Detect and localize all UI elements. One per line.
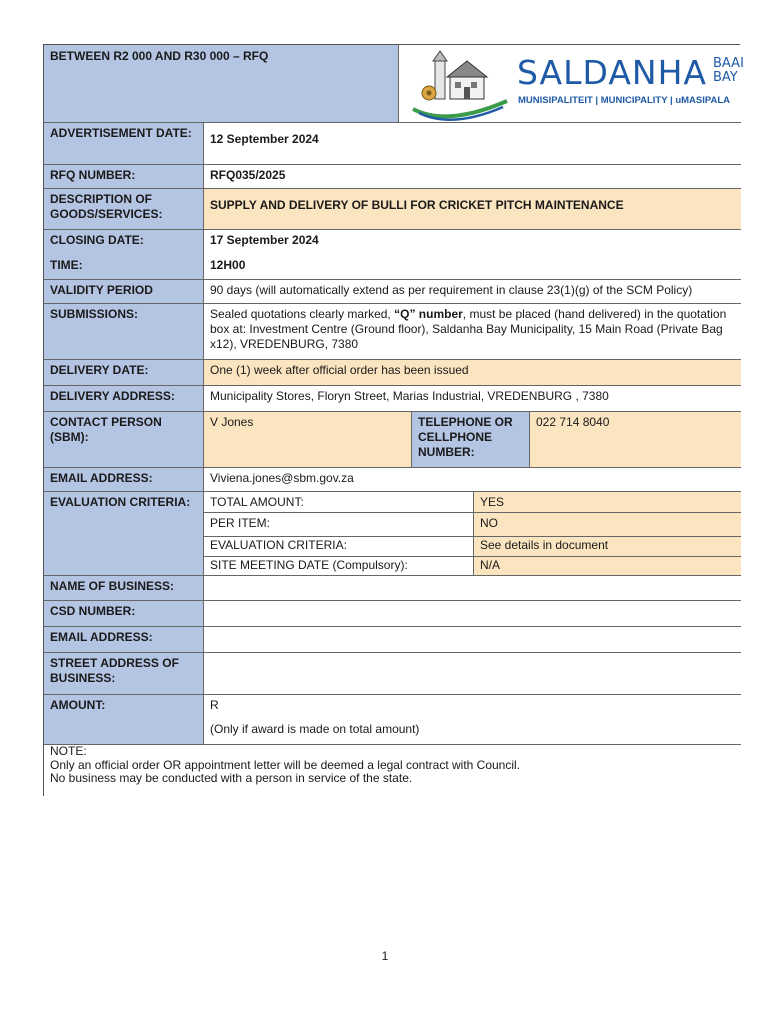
evaluation-criteria-row-value: See details in document bbox=[474, 537, 741, 557]
validity-period-label: VALIDITY PERIOD bbox=[44, 280, 204, 304]
street-address-field[interactable] bbox=[204, 653, 741, 695]
telephone-value: 022 714 8040 bbox=[530, 412, 741, 468]
submissions-label: SUBMISSIONS: bbox=[44, 304, 204, 360]
note-line-2: No business may be conducted with a person in service of the state. bbox=[50, 771, 413, 785]
amount-field[interactable] bbox=[204, 695, 741, 745]
note-section bbox=[44, 745, 741, 797]
amount-label: AMOUNT: bbox=[44, 695, 204, 745]
time-label: TIME: bbox=[44, 255, 204, 280]
municipality-logo bbox=[407, 49, 744, 121]
street-address-label: STREET ADDRESS OF BUSINESS: bbox=[44, 653, 204, 695]
telephone-label: TELEPHONE OR CELLPHONE NUMBER: bbox=[412, 412, 530, 468]
per-item-label: PER ITEM: bbox=[204, 513, 474, 537]
email-value: Viviena.jones@sbm.gov.za bbox=[204, 468, 741, 492]
total-amount-label: TOTAL AMOUNT: bbox=[204, 492, 474, 513]
csd-number-field[interactable] bbox=[204, 601, 741, 627]
csd-number-label: CSD NUMBER: bbox=[44, 601, 204, 627]
validity-period-value: 90 days (will automatically extend as per requirement in clause 23(1)(g) of the SCM Policy) bbox=[204, 280, 741, 304]
evaluation-criteria-row-label: EVALUATION CRITERIA: bbox=[204, 537, 474, 557]
total-amount-value: YES bbox=[474, 492, 741, 513]
logo-wordmark: SALDANHA bbox=[517, 53, 707, 92]
delivery-date-label: DELIVERY DATE: bbox=[44, 360, 204, 386]
evaluation-criteria-label: EVALUATION CRITERIA: bbox=[44, 492, 204, 576]
per-item-value: NO bbox=[474, 513, 741, 537]
municipality-emblem-icon bbox=[407, 49, 517, 121]
page-number: 1 bbox=[381, 949, 389, 963]
site-meeting-value: N/A bbox=[474, 557, 741, 576]
contact-person-label: CONTACT PERSON (SBM): bbox=[44, 412, 204, 468]
email-label: EMAIL ADDRESS: bbox=[44, 468, 204, 492]
rfq-form bbox=[43, 44, 744, 796]
advertisement-date-value: 12 September 2024 bbox=[204, 123, 741, 165]
delivery-address-label: DELIVERY ADDRESS: bbox=[44, 386, 204, 412]
business-email-field[interactable] bbox=[204, 627, 741, 653]
delivery-address-value: Municipality Stores, Floryn Street, Marias Industrial, VREDENBURG , 7380 bbox=[204, 386, 741, 412]
logo-baai-text: BAAI bbox=[713, 56, 744, 71]
logo-tagline: MUNISIPALITEIT | MUNICIPALITY | uMASIPALA bbox=[518, 95, 731, 106]
site-meeting-label: SITE MEETING DATE (Compulsory): bbox=[204, 557, 474, 576]
note-line-1: Only an official order OR appointment letter will be deemed a legal contract with Council. bbox=[50, 757, 521, 772]
note-title: NOTE: bbox=[50, 744, 87, 758]
time-value: 12H00 bbox=[204, 255, 741, 280]
delivery-date-value: One (1) week after official order has been issued bbox=[204, 360, 741, 386]
business-name-label: NAME OF BUSINESS: bbox=[44, 576, 204, 601]
logo-bay-text: BAY bbox=[713, 70, 738, 85]
submissions-value: Sealed quotations clearly marked, “Q” number, must be placed (hand delivered) in the quotation box at: Investment Centre (Ground floor), Saldanha Bay Municipality, 15 Main Road (Private Bag x12), VREDENBURG, 7380 bbox=[204, 304, 741, 360]
amount-currency: R bbox=[210, 698, 219, 712]
rfq-number-value: RFQ035/2025 bbox=[204, 165, 741, 189]
logo-baai-bay bbox=[713, 57, 744, 85]
rfq-number-label: RFQ NUMBER: bbox=[44, 165, 204, 189]
business-email-label: EMAIL ADDRESS: bbox=[44, 627, 204, 653]
amount-note: (Only if award is made on total amount) bbox=[210, 722, 420, 736]
form-title: BETWEEN R2 000 AND R30 000 – RFQ bbox=[50, 49, 269, 63]
contact-person-value: V Jones bbox=[204, 412, 412, 468]
logo-container bbox=[398, 45, 744, 123]
description-label: DESCRIPTION OF GOODS/SERVICES: bbox=[44, 189, 204, 230]
q-number-emphasis: “Q” number bbox=[394, 307, 463, 321]
closing-date-value: 17 September 2024 bbox=[204, 230, 741, 255]
description-value: SUPPLY AND DELIVERY OF BULLI FOR CRICKET PITCH MAINTENANCE bbox=[204, 189, 741, 230]
advertisement-date-label: ADVERTISEMENT DATE: bbox=[44, 123, 204, 165]
business-name-field[interactable] bbox=[204, 576, 741, 601]
closing-date-label: CLOSING DATE: bbox=[44, 230, 204, 255]
form-title-cell bbox=[44, 45, 399, 123]
